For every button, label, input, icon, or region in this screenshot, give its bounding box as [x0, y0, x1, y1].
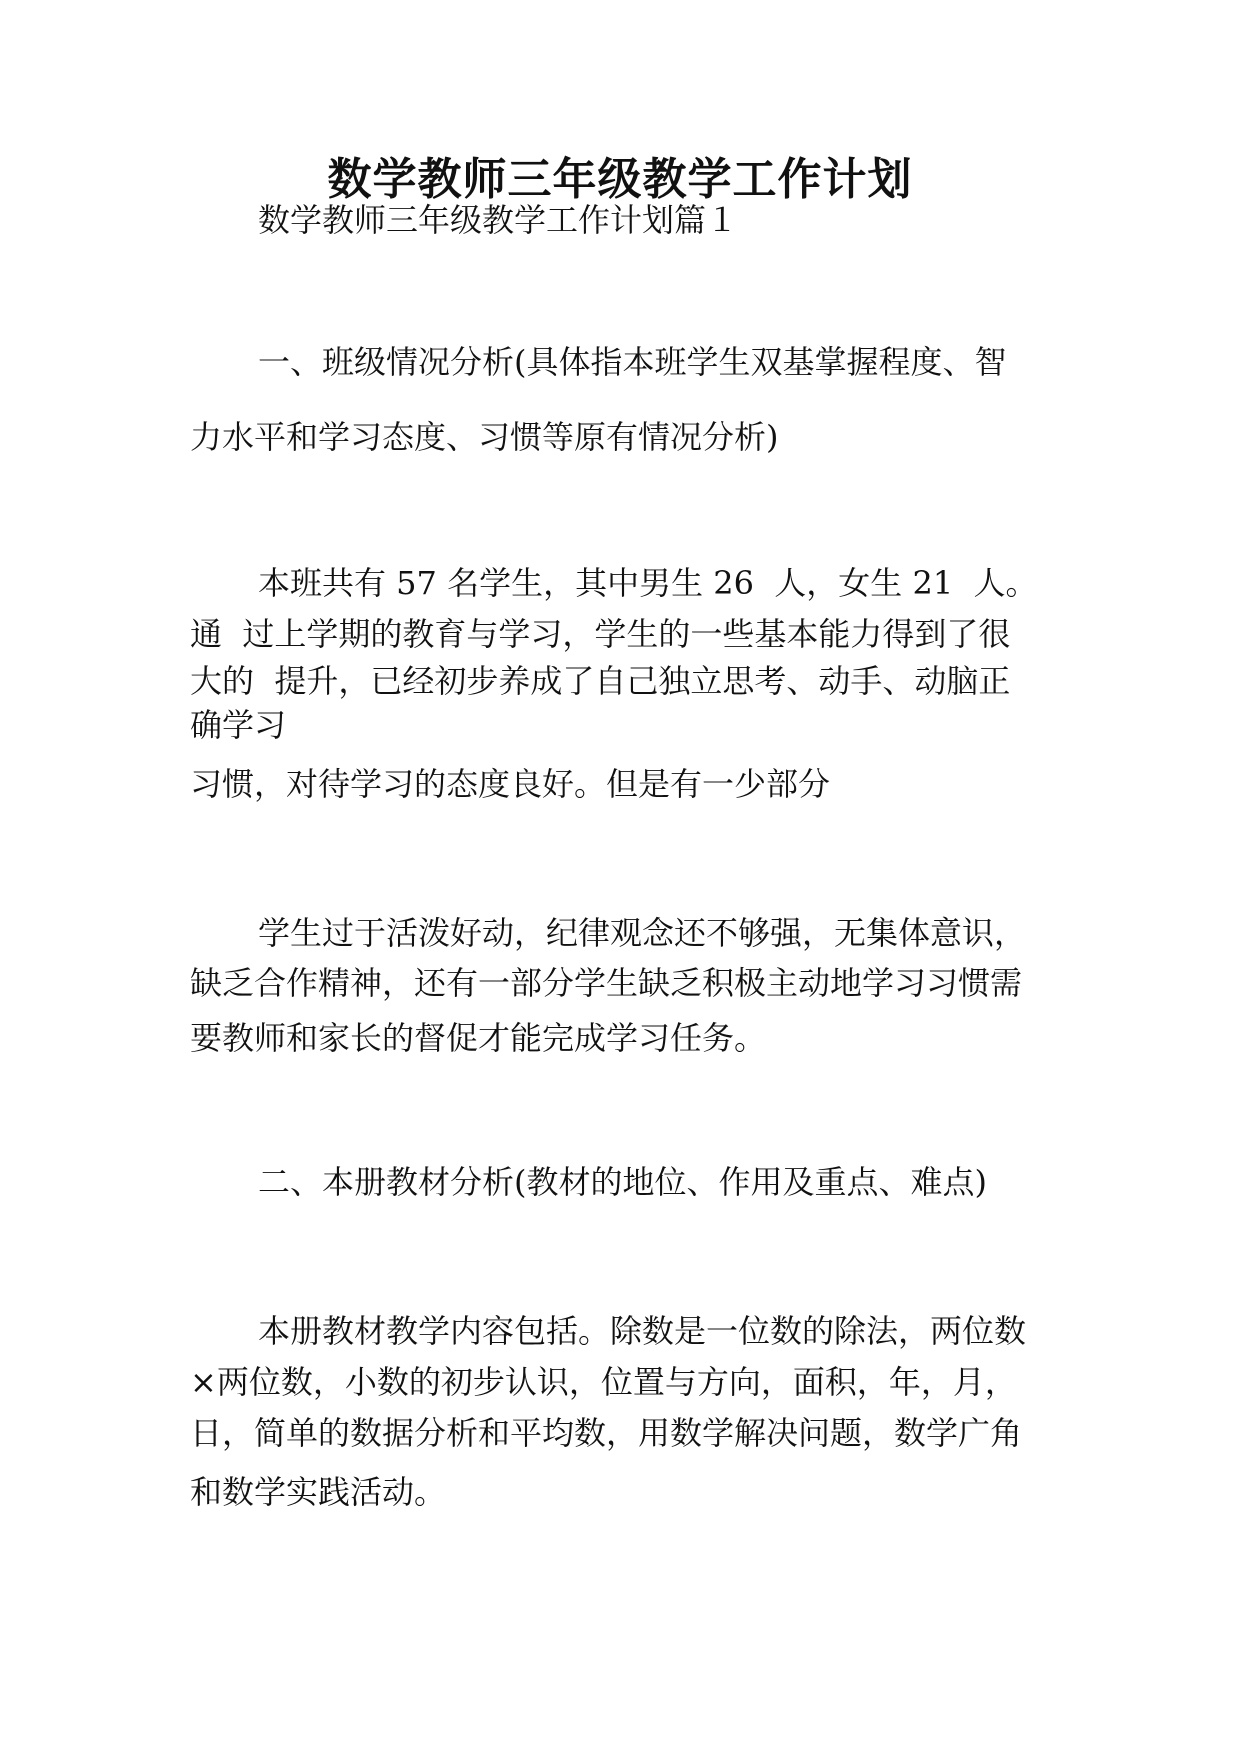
document-title: 数学教师三年级教学工作计划 [327, 154, 913, 205]
paragraph-line: 学生过于活泼好动，纪律观念还不够强，无集体意识， [258, 914, 1027, 952]
paragraph-line: 要教师和家长的督促才能完成学习任务。 [190, 1019, 767, 1057]
paragraph-line: 缺乏合作精神，还有一部分学生缺乏积极主动地学习习惯需 [190, 964, 1023, 1002]
paragraph-line: 通 过上学期的教育与学习，学生的一些基本能力得到了很 [190, 615, 1011, 653]
paragraph-line: ×两位数，小数的初步认识，位置与方向，面积，年，月， [190, 1363, 1017, 1401]
section-heading-textbook-analysis: 二、本册教材分析(教材的地位、作用及重点、难点) [258, 1163, 987, 1201]
section-heading-class-analysis-line-2: 力水平和学习态度、习惯等原有情况分析) [190, 418, 779, 456]
paragraph-line: 大的 提升，已经初步养成了自己独立思考、动手、动脑正 [190, 662, 1011, 700]
document-subtitle: 数学教师三年级教学工作计划篇１ [258, 201, 739, 239]
paragraph-line: 习惯，对待学习的态度良好。但是有一少部分 [190, 765, 831, 803]
section-heading-class-analysis-line-1: 一、班级情况分析(具体指本班学生双基掌握程度、智 [258, 343, 1007, 381]
paragraph-line: 本班共有 57 名学生，其中男生 26 人，女生 21 人。 [258, 564, 1038, 602]
paragraph-line: 本册教材教学内容包括。除数是一位数的除法，两位数 [258, 1312, 1027, 1350]
paragraph-line: 日，简单的数据分析和平均数，用数学解决问题，数学广角 [190, 1414, 1023, 1452]
paragraph-line: 和数学实践活动。 [190, 1473, 447, 1511]
paragraph-line: 确学习 [190, 706, 287, 744]
